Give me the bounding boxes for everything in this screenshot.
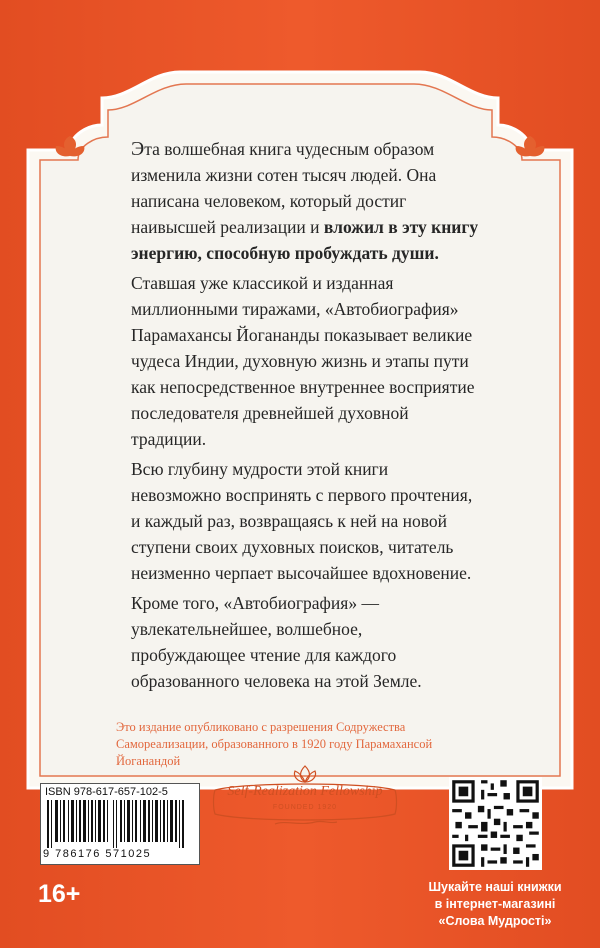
barcode-bars: [45, 800, 195, 848]
isbn-label: ISBN 978-617-657-102-5: [45, 786, 168, 798]
shop-line-3: «Слова Мудрості»: [438, 914, 552, 928]
shop-notice: [420, 879, 570, 930]
paragraph-2: Ставшая уже классикой и изданная миллионными тиражами, «Автобиография» Парамахансы Йогананды показывает великие чудеса Индии, духовную жизнь и этапы пути как непосредственное внутреннее восприятие последователя древнейшей духовной традиции.: [131, 273, 475, 449]
isbn-barcode: [40, 783, 200, 865]
srf-founded: FOUNDED 1920: [272, 804, 338, 811]
permission-note: Это издание опубликовано с разрешения Содружества Самореализации, образованного в 1920 году Парамахансой Йоганандой: [116, 720, 433, 768]
shop-line-1: Шукайте наші книжки: [428, 880, 562, 894]
ean-digits: 9 786176 571025: [43, 848, 152, 860]
shop-line-2: в інтернет-магазині: [434, 897, 556, 911]
description-text: [131, 136, 481, 698]
paragraph-1: Эта волшебная книга чудесным образом изменила жизни сотен тысяч людей. Она написана человеком, который достиг наивысшей реализации и вложил в эту книгу энергию, способную пробуждать души.: [131, 138, 479, 263]
qr-code: [449, 777, 542, 870]
srf-emblem: [205, 760, 405, 835]
srf-title: Self-Realization Fellowship: [227, 784, 383, 799]
paragraph-4: Кроме того, «Автобиография» — увлекательнейшее, волшебное, пробуждающее чтение для каждого образованного человека на этой Земле.: [131, 593, 422, 691]
age-rating: 16+: [38, 880, 81, 908]
paragraph-3: Всю глубину мудрости этой книги невозможно воспринять с первого прочтения, и каждый раз, возвращаясь к ней на новой ступени своих духовных поисков, читатель неизменно черпает высочайшее вдохновение.: [131, 459, 473, 583]
